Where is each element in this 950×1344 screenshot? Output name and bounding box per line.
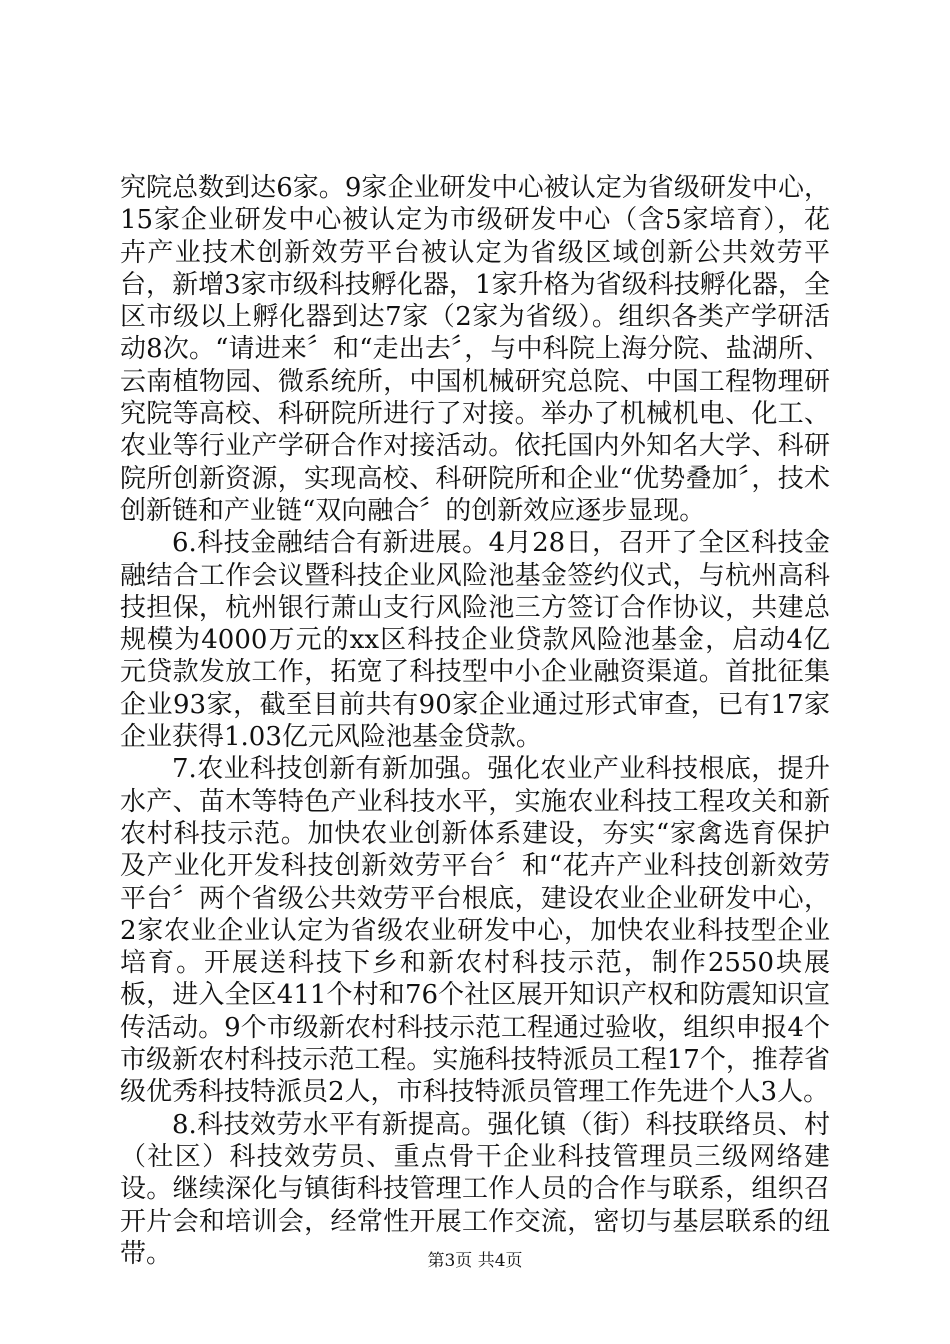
paragraph-item-6: 6.科技金融结合有新进展。4月28日，召开了全区科技金融结合工作会议暨科技企业风险池基金签约仪式，与杭州高科技担保，杭州银行萧山支行风险池三方签订合作协议，共建总规模为4000万元的xx区科技企业贷款风险池基金，启动4亿元贷款发放工作，拓宽了科技型中小企业融资渠道。首批征集企业93家，截至目前共有90家企业通过形式审查，已有17家企业获得1.03亿元风险池基金贷款。 [120, 528, 830, 753]
page-footer: 第3页 共4页 [427, 1251, 523, 1271]
paragraph-continuation: 究院总数到达6家。9家企业研发中心被认定为省级研发中心，15家企业研发中心被认定为市级研发中心（含5家培育），花卉产业技术创新效劳平台被认定为省级区域创新公共效劳平台，新增3家市级科技孵化器，1家升格为省级科技孵化器，全区市级以上孵化器到达7家（2家为省级）。组织各类产学研活动8次。“请进来〞和“走出去〞，与中科院上海分院、盐湖所、云南植物园、微系统所，中国机械研究总院、中国工程物理研究院等高校、科研院所进行了对接。举办了机械机电、化工、农业等行业产学研合作对接活动。依托国内外知名大学、科研院所创新资源，实现高校、科研院所和企业“优势叠加〞，技术创新链和产业链“双向融合〞的创新效应逐步显现。 [120, 173, 830, 526]
document-body [120, 172, 830, 1270]
paragraph-item-8: 8.科技效劳水平有新提高。强化镇（街）科技联络员、村（社区）科技效劳员、重点骨干企业科技管理员三级网络建设。继续深化与镇街科技管理工作人员的合作与联系，组织召开片会和培训会，经常性开展工作交流，密切与基层联系的纽带。 [120, 1109, 830, 1269]
paragraph-item-7: 7.农业科技创新有新加强。强化农业产业科技根底，提升水产、苗木等特色产业科技水平，实施农业科技工程攻关和新农村科技示范。加快农业创新体系建设，夯实“家禽选育保护及产业化开发科技创新效劳平台〞和“花卉产业科技创新效劳平台〞两个省级公共效劳平台根底，建设农业企业研发中心，2家农业企业认定为省级农业研发中心，加快农业科技型企业培育。开展送科技下乡和新农村科技示范，制作2550块展板，进入全区411个村和76个社区展开知识产权和防震知识宣传活动。9个市级新农村科技示范工程通过验收，组织申报4个市级新农村科技示范工程。实施科技特派员工程17个，推荐省级优秀科技特派员2人，市科技特派员管理工作先进个人3人。 [120, 754, 830, 1108]
